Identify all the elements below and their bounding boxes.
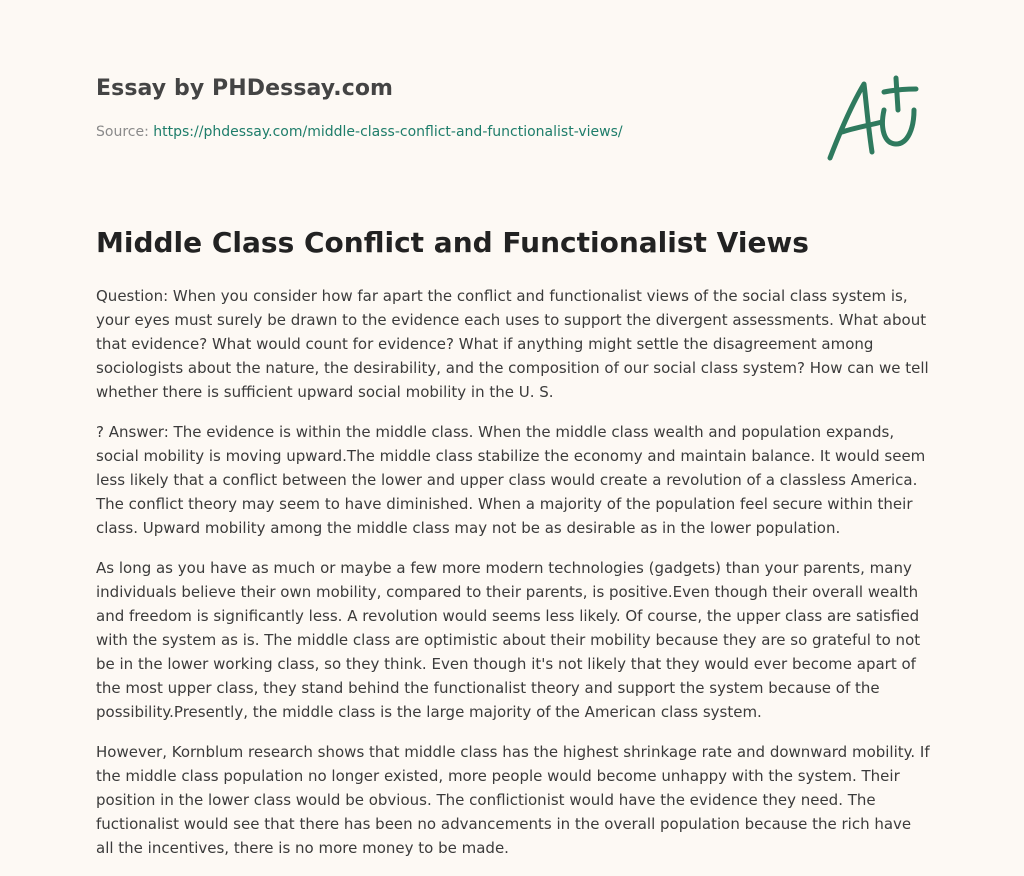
- source-link[interactable]: https://phdessay.com/middle-class-conflict-and-functionalist-views/: [153, 124, 623, 140]
- page-title: Middle Class Conflict and Functionalist Views: [96, 226, 809, 259]
- essay-paragraph: ? Answer: The evidence is within the middle class. When the middle class wealth and population expands, social mobility is moving upward.The middle class stabilize the economy and maintain balance. It would seem less likely that a conflict between the lower and upper class would create a revolution of a classless America. The conflict theory may seem to have diminished. When a majority of the population feel secure within their class. Upward mobility among the middle class may not be as desirable as in the lower population.: [96, 423, 926, 537]
- site-brand: Essay by PHDessay.com: [96, 76, 394, 101]
- a-plus-logo-icon: [824, 70, 924, 166]
- essay-paragraph: Question: When you consider how far apart the conflict and functionalist views of the social class system is, your eyes must surely be drawn to the evidence each uses to support the divergent assessments. What about that evidence? What would count for evidence? What if anything might settle the disagreement among sociologists about the nature, the desirability, and the composition of our social class system? How can we tell whether there is sufficient upward social mobility in the U. S.: [96, 287, 929, 401]
- essay-body: [96, 284, 932, 876]
- essay-paragraph: As long as you have as much or maybe a few more modern technologies (gadgets) than your parents, many individuals believe their own mobility, compared to their parents, is positive.Even though their overall wealth and freedom is significantly less. A revolution would seems less likely. Of course, the upper class are satisfied with the system as is. The middle class are optimistic about their mobility because they are so grateful to not be in the lower working class, so they think. Even though it's not likely that they would ever become apart of the most upper class, they stand behind the functionalist theory and support the system because of the possibility.Presently, the middle class is the large majority of the American class system.: [96, 559, 921, 721]
- essay-paragraph: However, Kornblum research shows that middle class has the highest shrinkage rate and downward mobility. If the middle class population no longer existed, more people would become unhappy with the system. Their position in the lower class would be obvious. The conflictionist would have the evidence they need. The fuctionalist would see that there has been no advancements in the overall population because the rich have all the incentives, there is no more money to be made.: [96, 743, 930, 857]
- source-line: [96, 124, 623, 140]
- source-label: Source:: [96, 124, 149, 140]
